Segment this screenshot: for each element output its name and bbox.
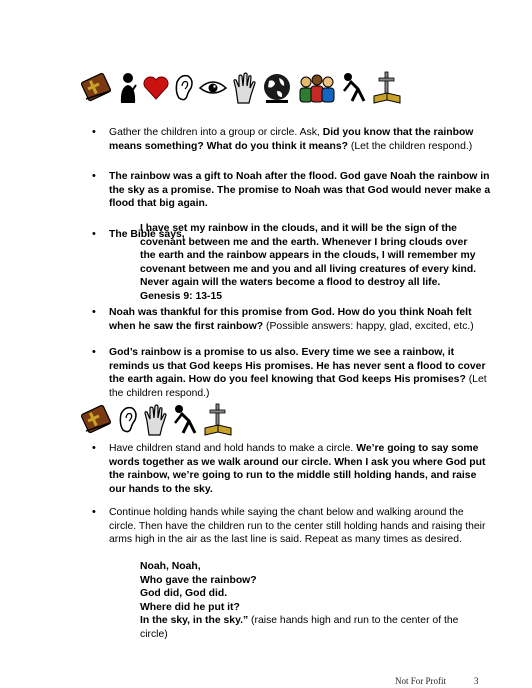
section2-list [92,442,492,547]
list-item [92,442,492,496]
cross-bible-icon [202,402,234,438]
instruction-text: Gather the children into a group or circle. Ask, [109,127,323,138]
statement-text: The rainbow was a gift to Noah after the flood. God gave Noah the rainbow in the sky as a promise. The promise to Noah was that God would never make a flood that big again. [109,171,491,209]
bible-icon [80,71,114,105]
chant-line: Where did he put it? [140,601,240,613]
hand-icon [142,403,168,437]
instruction-text: Have children stand and hold hands to make a circle. [109,443,357,454]
section1-list-continued [92,306,492,400]
script-text: We’re going to say some words together as we walk around our circle. When I ask you where God put the rainbow, we’re going to run to the middle still holding hands, and raise our hands to the sky. [109,443,486,495]
bible-icon [80,403,114,437]
question-text: Noah was thankful for this promise from God. How do you think Noah felt when he saw the first rainbow? [109,307,472,332]
list-item [92,306,492,333]
list-item [92,170,492,211]
icon-row-top [80,70,403,106]
praying-child-icon [117,71,139,105]
scripture-quote [140,222,480,303]
chant-line-bold: In the sky, in the sky.” [140,615,249,626]
page-number: 3 [474,676,479,686]
question-text: Did you know that the rainbow means something? What do you think it means? [109,127,474,152]
list-item [92,506,492,547]
quote-text: I have set my rainbow in the clouds, and it will be the sign of the covenant between me and the earth. Whenever I bring clouds over the earth and the rainbow appears in the clouds, I will remember my covenant between me and you and all living creatures of every kind. Never again will the waters become a flood to destroy all life. [140,223,477,288]
statement-text: The Bible says, [109,228,185,240]
note-text: (Let the children respond.) [348,140,473,152]
chant-line: God did, God did. [140,588,228,599]
children-group-icon [297,72,337,104]
hand-icon [231,71,257,105]
page-footer [395,676,479,686]
note-text: (Possible answers: happy, glad, excited, etc.) [263,320,474,332]
instruction-text: Continue holding hands while saying the chant below and walking around the circle. Then have the children run to the center still holding hands and raising their arms high in the air as the last line is said. Repeat as many times as desired. [109,507,486,545]
note-text: (Let the children respond.) [109,374,487,399]
icon-row-bottom [80,402,234,438]
list-item [92,126,492,153]
eye-icon [198,77,228,99]
cross-bible-icon [371,70,403,106]
ear-icon [117,404,139,436]
chant-block [140,560,480,641]
chant-direction: (raise hands high and run to the center of the circle) [140,615,459,640]
quote-reference: Genesis 9: 13-15 [140,290,223,302]
chant-line: Who gave the rainbow? [140,574,257,586]
ear-icon [173,72,195,104]
chant-line [140,614,480,641]
chant-line: Noah, Noah, [140,561,201,572]
globe-icon [260,71,294,105]
heart-icon [142,74,170,102]
footer-label: Not For Profit [395,676,447,686]
statement-text: God’s rainbow is a promise to us also. Every time we see a rainbow, it reminds us that God keeps His promises. He has never sent a flood to cover the earth again. How do you feel knowing that God keeps His promises? [109,347,486,385]
stretching-person-icon [171,403,199,437]
list-item [92,346,492,400]
stretching-person-icon [340,71,368,105]
